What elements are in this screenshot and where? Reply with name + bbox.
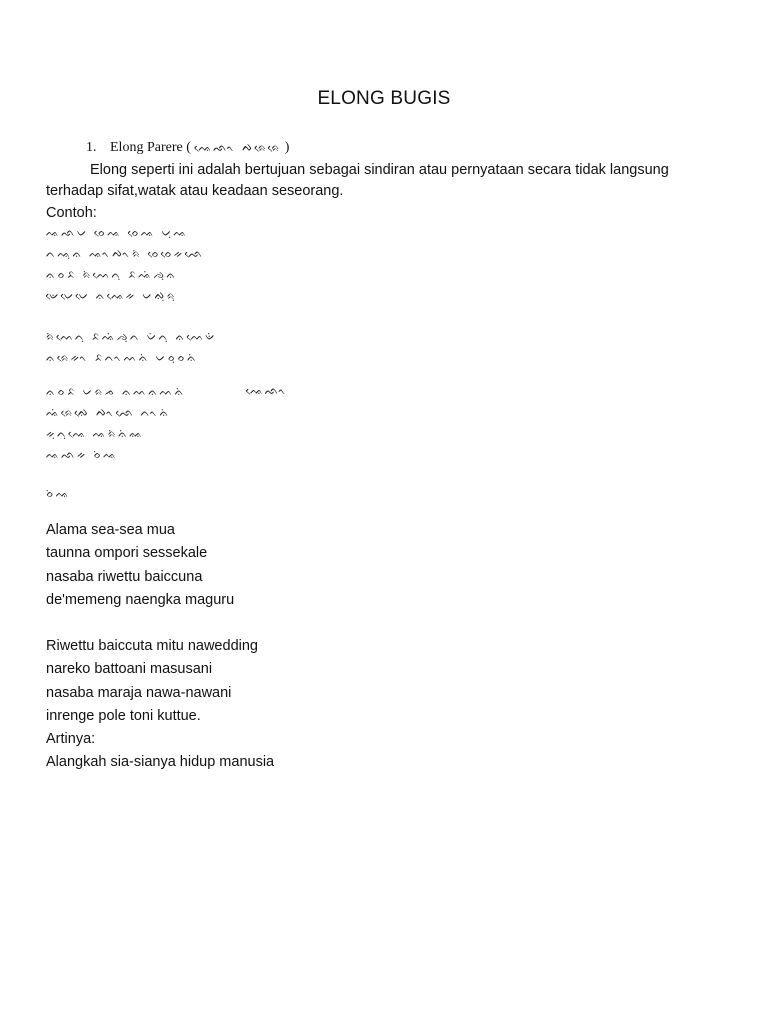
section-heading [86,140,289,156]
section-number: 1. [86,140,97,155]
lontara-side-glyph: ᨕᨙᨒᨚ [246,384,289,397]
verse-line: nareko battoani masusani [46,661,213,678]
lontara-line: ᨔᨗᨕ [46,487,71,500]
lontara-line: ᨕᨒᨆ ᨔᨙᨕ ᨔᨙᨕ ᨆᨘᨕ [46,226,189,239]
section-close: ) [284,140,290,155]
section-label: Elong Parere ( [110,140,191,155]
verse-line: inrenge pole toni kuttue. [46,707,201,724]
section-lontara: ᨕᨙᨒᨚ ᨄᨑᨙᨑᨙ [194,141,282,154]
lontara-line: ᨀᨘᨈᨘᨕᨙ ᨕᨑᨗᨊᨗᨐ [46,427,145,440]
lontara-block-4 [46,483,71,504]
lontara-block-1 [46,222,204,306]
lontara-line: ᨊᨑᨙᨀᨚ ᨅᨈᨚᨓᨊᨗ ᨆᨔᨘᨔᨊᨗ [46,351,199,364]
artinya-label: Artinya: [46,731,96,748]
translation-line: Alangkah sia-sianya hidup manusia [46,754,275,771]
lontara-block-3 [46,381,186,465]
lontara-line: ᨑᨗᨓᨙᨈᨘ ᨅᨕᨗᨌᨘᨈ ᨆᨗᨈᨘ ᨊᨓᨙᨉᨗ [46,330,218,343]
lontara-line: ᨊᨔᨅ ᨆᨑᨍ ᨊᨓᨊᨓᨊᨗ [46,385,186,398]
lontara-line: ᨉᨙᨆᨙᨆᨙ ᨊᨕᨙᨀ ᨆᨁᨘᨑᨘ [46,289,178,302]
verse-line: de'memeng naengka maguru [46,591,235,608]
lontara-line: ᨕᨒᨀ ᨔᨗᨕ [46,448,119,461]
latin-verse-1 [46,519,234,612]
verse-line: nasaba maraja nawa-nawani [46,684,232,701]
lontara-block-2 [46,326,217,368]
verse-line: nasaba riwettu baiccuna [46,568,203,585]
lontara-line: ᨊᨔᨅ ᨑᨗᨓᨙᨈᨘ ᨅᨕᨗᨌᨘᨊ [46,268,178,281]
verse-line: Riwettu baiccuta mitu nawedding [46,638,258,654]
lontara-line: ᨈᨕᨘᨊ ᨕᨚᨄᨚᨑᨗ ᨔᨙᨔᨙᨀᨒᨙ [46,247,205,260]
document-title: ELONG BUGIS [317,88,451,109]
verse-line: Alama sea-sea mua [46,522,175,538]
latin-verse-2 [46,635,274,775]
verse-line: taunna ompori sessekale [46,545,208,562]
contoh-label: Contoh: [46,205,97,221]
lontara-line: ᨕᨗᨑᨙᨁᨙ ᨄᨚᨒᨙ ᨈᨚᨊᨗ [46,406,171,419]
intro-paragraph: Elong seperti ini adalah bertujuan sebagai sindiran atau pernyataan secara tidak langsung terhadap sifat,watak atau keadaan seseorang. [46,162,669,199]
